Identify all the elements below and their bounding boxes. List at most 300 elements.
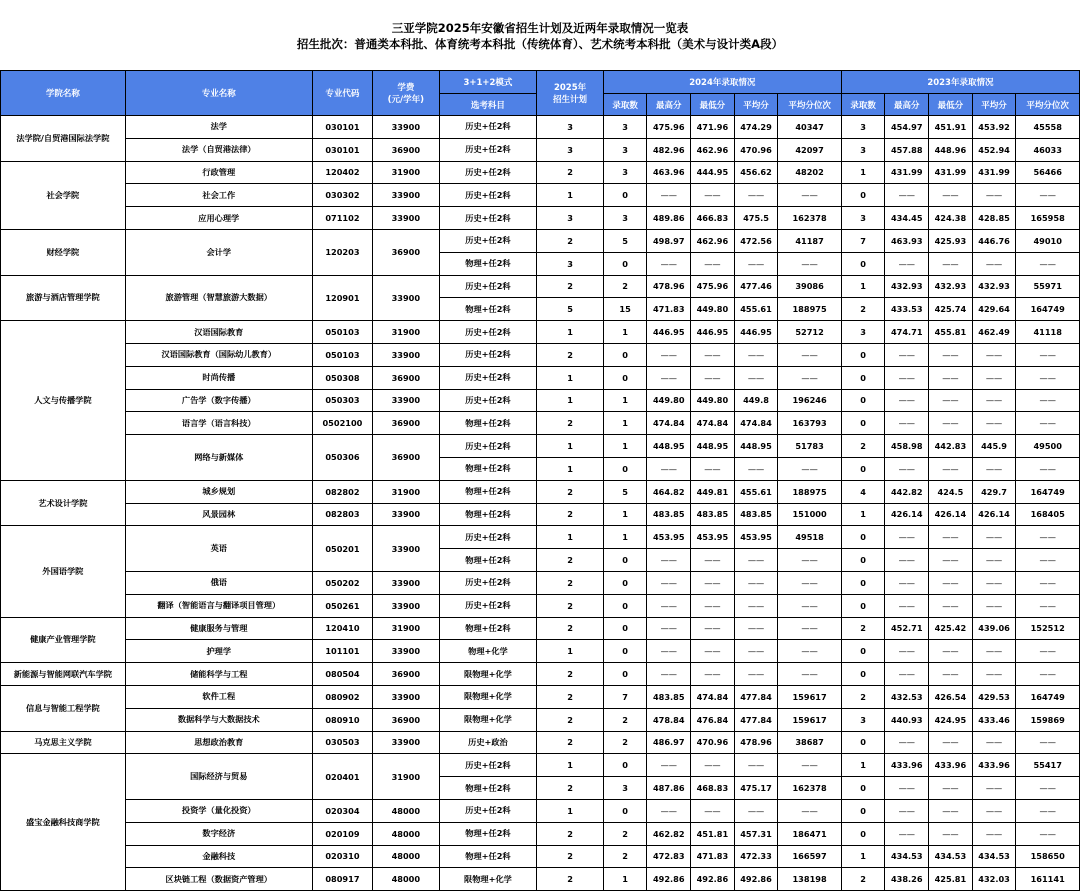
table-row	[1, 754, 1080, 777]
cell-subjects: 历史+任2科	[439, 184, 537, 207]
cell-school: 人文与传播学院	[1, 321, 126, 481]
cell-rank-2024: 52712	[778, 321, 841, 344]
cell-avg-2024: 477.84	[734, 708, 778, 731]
cell-count-2023: 0	[841, 731, 885, 754]
cell-code: 050303	[312, 389, 372, 412]
cell-rank-2023: ——	[1016, 184, 1080, 207]
cell-major: 汉语国际教育	[125, 321, 312, 344]
cell-min-2024: 483.85	[691, 503, 735, 526]
cell-max-2024: 463.96	[647, 161, 691, 184]
header-2023-avg: 平均分	[972, 94, 1016, 116]
cell-max-2024: ——	[647, 640, 691, 663]
cell-min-2023: ——	[929, 571, 973, 594]
table-row	[1, 435, 1080, 458]
cell-count-2024: 1	[603, 389, 647, 412]
cell-rank-2024: ——	[778, 799, 841, 822]
cell-count-2024: 3	[603, 207, 647, 230]
cell-rank-2023: 46033	[1016, 138, 1080, 161]
cell-rank-2023: 152512	[1016, 617, 1080, 640]
cell-max-2023: ——	[885, 343, 929, 366]
cell-min-2024: ——	[691, 594, 735, 617]
cell-rank-2024: ——	[778, 617, 841, 640]
cell-max-2023: 432.53	[885, 685, 929, 708]
cell-min-2024: ——	[691, 617, 735, 640]
cell-avg-2023: 446.76	[972, 229, 1016, 252]
cell-major: 风景园林	[125, 503, 312, 526]
cell-rank-2023: ——	[1016, 526, 1080, 549]
table-row	[1, 389, 1080, 412]
cell-count-2024: 2	[603, 275, 647, 298]
cell-plan-2025: 2	[537, 663, 604, 686]
cell-avg-2024: 472.33	[734, 845, 778, 868]
cell-plan-2025: 1	[537, 389, 604, 412]
cell-rank-2023: ——	[1016, 640, 1080, 663]
header-2024-rank: 平均分位次	[778, 94, 841, 116]
cell-max-2024: ——	[647, 252, 691, 275]
cell-min-2023: 426.14	[929, 503, 973, 526]
cell-subjects: 物理+任2科	[439, 822, 537, 845]
table-body	[1, 116, 1080, 891]
cell-major: 旅游管理（智慧旅游大数据）	[125, 275, 312, 321]
cell-subjects: 限物理+化学	[439, 708, 537, 731]
cell-min-2023: ——	[929, 252, 973, 275]
cell-plan-2025: 2	[537, 412, 604, 435]
cell-count-2024: 5	[603, 229, 647, 252]
page-title: 三亚学院2025年安徽省招生计划及近两年录取情况一览表	[391, 21, 689, 35]
cell-avg-2024: 457.31	[734, 822, 778, 845]
cell-code: 020109	[312, 822, 372, 845]
cell-school: 健康产业管理学院	[1, 617, 126, 663]
table-row	[1, 503, 1080, 526]
cell-avg-2023: ——	[972, 777, 1016, 800]
cell-min-2023: 424.38	[929, 207, 973, 230]
cell-major: 应用心理学	[125, 207, 312, 230]
cell-major: 广告学（数字传播）	[125, 389, 312, 412]
cell-rank-2024: ——	[778, 663, 841, 686]
cell-min-2024: 449.81	[691, 480, 735, 503]
cell-school: 马克思主义学院	[1, 731, 126, 754]
cell-count-2023: 0	[841, 799, 885, 822]
cell-major: 投资学（量化投资）	[125, 799, 312, 822]
header-2023-min: 最低分	[929, 94, 973, 116]
cell-min-2023: 455.81	[929, 321, 973, 344]
cell-major: 护理学	[125, 640, 312, 663]
cell-max-2024: 486.97	[647, 731, 691, 754]
cell-max-2023: 433.96	[885, 754, 929, 777]
cell-avg-2024: ——	[734, 571, 778, 594]
cell-rank-2023: ——	[1016, 252, 1080, 275]
cell-rank-2024: 159617	[778, 708, 841, 731]
cell-rank-2023: ——	[1016, 731, 1080, 754]
cell-min-2023: 426.54	[929, 685, 973, 708]
cell-count-2023: 0	[841, 457, 885, 480]
cell-rank-2023: 164749	[1016, 685, 1080, 708]
cell-major: 语言学（语言科技）	[125, 412, 312, 435]
cell-code: 120901	[312, 275, 372, 321]
cell-avg-2023: ——	[972, 594, 1016, 617]
cell-fee: 36900	[373, 412, 440, 435]
cell-major: 区块链工程（数据资产管理）	[125, 868, 312, 891]
cell-count-2023: 2	[841, 685, 885, 708]
cell-min-2024: 476.84	[691, 708, 735, 731]
cell-school: 法学院/自贸港国际法学院	[1, 116, 126, 162]
cell-avg-2023: 432.03	[972, 868, 1016, 891]
header-mode-sub: 选考科目	[439, 94, 537, 116]
cell-rank-2024: 41187	[778, 229, 841, 252]
cell-avg-2023: ——	[972, 799, 1016, 822]
cell-min-2024: ——	[691, 184, 735, 207]
cell-subjects: 历史+政治	[439, 731, 537, 754]
cell-plan-2025: 2	[537, 275, 604, 298]
cell-avg-2023: ——	[972, 663, 1016, 686]
cell-avg-2023: 439.06	[972, 617, 1016, 640]
cell-max-2024: ——	[647, 343, 691, 366]
cell-max-2024: 478.84	[647, 708, 691, 731]
cell-max-2023: ——	[885, 412, 929, 435]
cell-count-2023: 0	[841, 184, 885, 207]
cell-max-2024: 471.83	[647, 298, 691, 321]
cell-avg-2024: 477.84	[734, 685, 778, 708]
cell-max-2024: 492.86	[647, 868, 691, 891]
cell-rank-2024: 138198	[778, 868, 841, 891]
cell-min-2024: 471.96	[691, 116, 735, 139]
cell-code: 080504	[312, 663, 372, 686]
cell-plan-2025: 2	[537, 708, 604, 731]
cell-count-2024: 0	[603, 640, 647, 663]
header-2024-count: 录取数	[603, 94, 647, 116]
cell-max-2024: 448.95	[647, 435, 691, 458]
cell-count-2023: 1	[841, 275, 885, 298]
cell-count-2023: 1	[841, 754, 885, 777]
cell-rank-2024: 162378	[778, 207, 841, 230]
cell-max-2023: 440.93	[885, 708, 929, 731]
cell-rank-2023: 164749	[1016, 298, 1080, 321]
cell-min-2024: 462.96	[691, 229, 735, 252]
cell-rank-2024: 162378	[778, 777, 841, 800]
cell-rank-2024: 51783	[778, 435, 841, 458]
cell-major: 软件工程	[125, 685, 312, 708]
cell-code: 120402	[312, 161, 372, 184]
cell-min-2024: 446.95	[691, 321, 735, 344]
cell-count-2024: 5	[603, 480, 647, 503]
cell-max-2023: 434.53	[885, 845, 929, 868]
cell-subjects: 限物理+化学	[439, 868, 537, 891]
cell-max-2024: 478.96	[647, 275, 691, 298]
cell-avg-2024: ——	[734, 457, 778, 480]
cell-max-2023: ——	[885, 640, 929, 663]
cell-min-2024: ——	[691, 754, 735, 777]
cell-code: 030101	[312, 116, 372, 139]
cell-subjects: 物理+任2科	[439, 503, 537, 526]
cell-subjects: 物理+任2科	[439, 549, 537, 572]
cell-count-2024: 1	[603, 868, 647, 891]
cell-code: 082803	[312, 503, 372, 526]
table-row	[1, 207, 1080, 230]
cell-max-2023: ——	[885, 389, 929, 412]
cell-rank-2023: 45558	[1016, 116, 1080, 139]
cell-avg-2023: 452.94	[972, 138, 1016, 161]
cell-plan-2025: 3	[537, 116, 604, 139]
cell-plan-2025: 1	[537, 799, 604, 822]
cell-fee: 33900	[373, 116, 440, 139]
cell-major: 网络与新媒体	[125, 435, 312, 481]
cell-avg-2023: 429.7	[972, 480, 1016, 503]
cell-fee: 31900	[373, 480, 440, 503]
cell-rank-2024: 38687	[778, 731, 841, 754]
cell-plan-2025: 2	[537, 731, 604, 754]
cell-fee: 31900	[373, 617, 440, 640]
cell-avg-2024: 478.96	[734, 731, 778, 754]
cell-code: 0502100	[312, 412, 372, 435]
cell-min-2023: ——	[929, 640, 973, 663]
table-row	[1, 708, 1080, 731]
cell-count-2024: 2	[603, 708, 647, 731]
header-2023-max: 最高分	[885, 94, 929, 116]
cell-count-2024: 0	[603, 594, 647, 617]
table-row	[1, 571, 1080, 594]
table-row	[1, 640, 1080, 663]
cell-max-2023: ——	[885, 594, 929, 617]
cell-fee: 33900	[373, 685, 440, 708]
cell-rank-2023: ——	[1016, 412, 1080, 435]
cell-min-2024: ——	[691, 571, 735, 594]
cell-rank-2023: 161141	[1016, 868, 1080, 891]
cell-min-2023: ——	[929, 412, 973, 435]
cell-min-2023: ——	[929, 457, 973, 480]
cell-subjects: 历史+任2科	[439, 435, 537, 458]
table-row	[1, 594, 1080, 617]
admission-table	[0, 70, 1080, 891]
cell-min-2023: 425.74	[929, 298, 973, 321]
cell-count-2023: 1	[841, 503, 885, 526]
cell-major: 汉语国际教育（国际幼儿教育）	[125, 343, 312, 366]
cell-avg-2023: ——	[972, 526, 1016, 549]
cell-count-2024: 0	[603, 366, 647, 389]
cell-code: 050306	[312, 435, 372, 481]
cell-subjects: 历史+任2科	[439, 571, 537, 594]
cell-avg-2023: 429.64	[972, 298, 1016, 321]
cell-max-2024: 472.83	[647, 845, 691, 868]
cell-max-2024: ——	[647, 594, 691, 617]
cell-rank-2024: 188975	[778, 298, 841, 321]
cell-school: 信息与智能工程学院	[1, 685, 126, 731]
cell-min-2024: 468.83	[691, 777, 735, 800]
cell-avg-2024: ——	[734, 252, 778, 275]
cell-fee: 33900	[373, 207, 440, 230]
cell-count-2023: 0	[841, 526, 885, 549]
cell-subjects: 物理+化学	[439, 640, 537, 663]
cell-min-2023: ——	[929, 731, 973, 754]
cell-max-2023: ——	[885, 731, 929, 754]
cell-subjects: 物理+任2科	[439, 298, 537, 321]
cell-plan-2025: 2	[537, 480, 604, 503]
cell-min-2023: ——	[929, 389, 973, 412]
cell-code: 030503	[312, 731, 372, 754]
cell-subjects: 历史+任2科	[439, 229, 537, 252]
table-row	[1, 822, 1080, 845]
table-row	[1, 184, 1080, 207]
cell-subjects: 历史+任2科	[439, 116, 537, 139]
cell-avg-2024: ——	[734, 184, 778, 207]
cell-avg-2023: ——	[972, 343, 1016, 366]
cell-rank-2024: 151000	[778, 503, 841, 526]
cell-plan-2025: 1	[537, 435, 604, 458]
cell-avg-2024: 474.29	[734, 116, 778, 139]
cell-school: 外国语学院	[1, 526, 126, 617]
cell-avg-2023: ——	[972, 549, 1016, 572]
cell-plan-2025: 2	[537, 868, 604, 891]
cell-major: 行政管理	[125, 161, 312, 184]
cell-plan-2025: 3	[537, 252, 604, 275]
cell-fee: 33900	[373, 184, 440, 207]
table-row	[1, 116, 1080, 139]
cell-plan-2025: 2	[537, 161, 604, 184]
cell-avg-2024: 472.56	[734, 229, 778, 252]
header-2023-count: 录取数	[841, 94, 885, 116]
table-row	[1, 617, 1080, 640]
cell-avg-2023: ——	[972, 731, 1016, 754]
cell-min-2023: 432.93	[929, 275, 973, 298]
cell-plan-2025: 2	[537, 571, 604, 594]
cell-fee: 33900	[373, 389, 440, 412]
cell-max-2023: ——	[885, 571, 929, 594]
cell-plan-2025: 1	[537, 321, 604, 344]
cell-fee: 31900	[373, 754, 440, 800]
cell-avg-2024: ——	[734, 366, 778, 389]
cell-fee: 33900	[373, 594, 440, 617]
cell-min-2024: 451.81	[691, 822, 735, 845]
cell-code: 020401	[312, 754, 372, 800]
cell-subjects: 历史+任2科	[439, 799, 537, 822]
cell-avg-2023: 426.14	[972, 503, 1016, 526]
cell-count-2023: 3	[841, 116, 885, 139]
cell-major: 会计学	[125, 229, 312, 275]
cell-max-2024: ——	[647, 799, 691, 822]
cell-count-2024: 2	[603, 845, 647, 868]
cell-code: 050201	[312, 526, 372, 572]
cell-fee: 33900	[373, 731, 440, 754]
table-row	[1, 663, 1080, 686]
table-row	[1, 845, 1080, 868]
table-row	[1, 366, 1080, 389]
cell-subjects: 历史+任2科	[439, 526, 537, 549]
cell-count-2023: 3	[841, 138, 885, 161]
cell-fee: 36900	[373, 366, 440, 389]
cell-min-2024: 449.80	[691, 389, 735, 412]
cell-plan-2025: 3	[537, 207, 604, 230]
cell-count-2023: 2	[841, 868, 885, 891]
cell-count-2023: 0	[841, 412, 885, 435]
cell-major: 英语	[125, 526, 312, 572]
cell-max-2024: 446.95	[647, 321, 691, 344]
cell-min-2024: 474.84	[691, 412, 735, 435]
cell-count-2023: 7	[841, 229, 885, 252]
cell-count-2023: 0	[841, 571, 885, 594]
cell-max-2024: 487.86	[647, 777, 691, 800]
cell-max-2024: ——	[647, 754, 691, 777]
cell-count-2024: 0	[603, 571, 647, 594]
cell-rank-2023: ——	[1016, 799, 1080, 822]
cell-avg-2024: 456.62	[734, 161, 778, 184]
cell-plan-2025: 1	[537, 640, 604, 663]
table-row	[1, 343, 1080, 366]
cell-rank-2024: 186471	[778, 822, 841, 845]
cell-max-2024: ——	[647, 549, 691, 572]
cell-avg-2024: 475.17	[734, 777, 778, 800]
cell-min-2023: ——	[929, 526, 973, 549]
cell-rank-2024: 49518	[778, 526, 841, 549]
cell-school: 盛宝金融科技商学院	[1, 754, 126, 891]
cell-avg-2024: ——	[734, 617, 778, 640]
cell-min-2023: 424.5	[929, 480, 973, 503]
cell-avg-2023: ——	[972, 412, 1016, 435]
cell-count-2024: 1	[603, 412, 647, 435]
cell-avg-2023: 428.85	[972, 207, 1016, 230]
cell-min-2024: 492.86	[691, 868, 735, 891]
cell-count-2024: 3	[603, 116, 647, 139]
cell-max-2023: 457.88	[885, 138, 929, 161]
cell-avg-2023: 434.53	[972, 845, 1016, 868]
cell-min-2024: 449.80	[691, 298, 735, 321]
cell-rank-2023: 55417	[1016, 754, 1080, 777]
cell-avg-2023: ——	[972, 184, 1016, 207]
cell-count-2024: 1	[603, 435, 647, 458]
cell-subjects: 历史+任2科	[439, 207, 537, 230]
cell-rank-2024: 48202	[778, 161, 841, 184]
cell-min-2023: ——	[929, 777, 973, 800]
cell-rank-2024: ——	[778, 594, 841, 617]
cell-count-2023: 2	[841, 298, 885, 321]
cell-rank-2023: ——	[1016, 822, 1080, 845]
cell-rank-2023: 158650	[1016, 845, 1080, 868]
cell-avg-2024: 446.95	[734, 321, 778, 344]
table-header	[1, 71, 1080, 116]
cell-max-2024: 489.86	[647, 207, 691, 230]
cell-plan-2025: 3	[537, 138, 604, 161]
cell-avg-2024: ——	[734, 640, 778, 663]
cell-count-2023: 3	[841, 708, 885, 731]
page-subtitle: 招生批次：普通类本科批、体育统考本科批（传统体育）、艺术统考本科批（美术与设计类A段）	[296, 37, 784, 51]
cell-max-2024: 462.82	[647, 822, 691, 845]
cell-plan-2025: 1	[537, 366, 604, 389]
cell-plan-2025: 2	[537, 594, 604, 617]
cell-min-2023: 425.81	[929, 868, 973, 891]
cell-rank-2024: ——	[778, 184, 841, 207]
cell-max-2024: ——	[647, 184, 691, 207]
cell-plan-2025: 1	[537, 184, 604, 207]
cell-avg-2023: 445.9	[972, 435, 1016, 458]
cell-count-2023: 0	[841, 343, 885, 366]
cell-min-2023: ——	[929, 549, 973, 572]
header-major: 专业名称	[125, 71, 312, 116]
cell-rank-2024: ——	[778, 571, 841, 594]
cell-avg-2024: 475.5	[734, 207, 778, 230]
cell-subjects: 历史+任2科	[439, 594, 537, 617]
cell-fee: 31900	[373, 161, 440, 184]
cell-fee: 33900	[373, 526, 440, 572]
header-plan: 2025年 招生计划	[537, 71, 604, 116]
cell-major: 翻译（智能语言与翻译项目管理）	[125, 594, 312, 617]
cell-fee: 31900	[373, 321, 440, 344]
cell-major: 城乡规划	[125, 480, 312, 503]
cell-fee: 33900	[373, 343, 440, 366]
cell-count-2024: 3	[603, 161, 647, 184]
cell-rank-2023: ——	[1016, 389, 1080, 412]
cell-avg-2023: ——	[972, 457, 1016, 480]
cell-max-2023: 442.82	[885, 480, 929, 503]
cell-subjects: 历史+任2科	[439, 161, 537, 184]
cell-count-2023: 0	[841, 252, 885, 275]
